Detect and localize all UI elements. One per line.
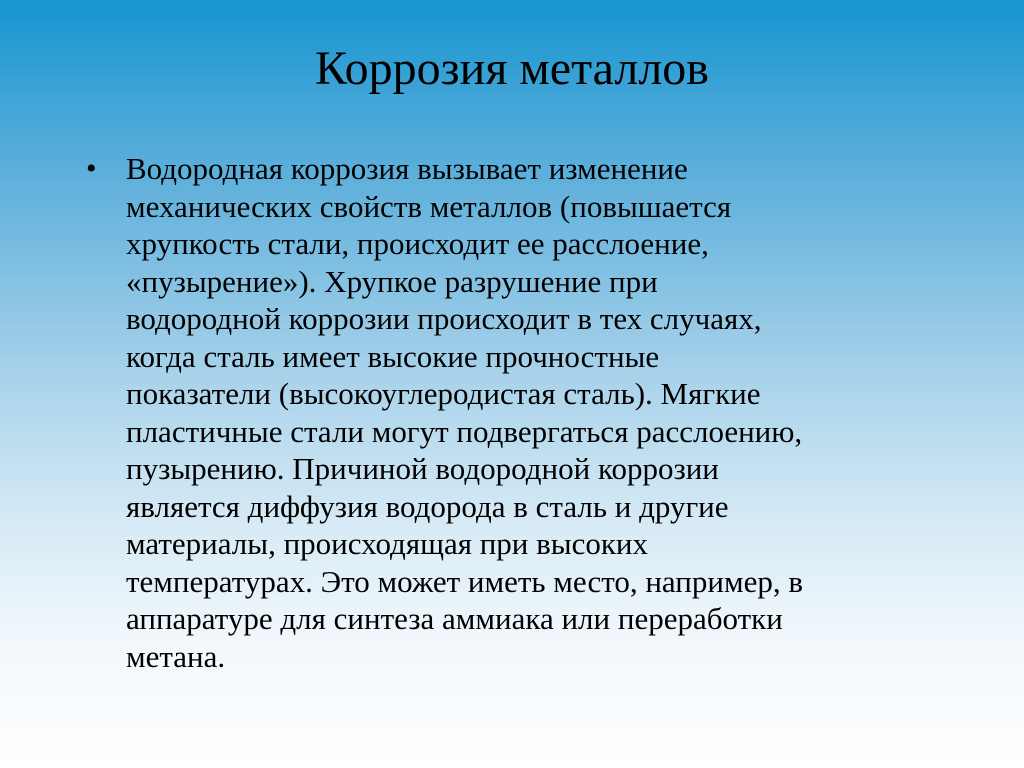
bullet-line: хрупкость стали, происходит ее расслоение,: [126, 226, 709, 261]
bullet-line: метана.: [126, 638, 226, 674]
bullet-line: пузырению. Причиной водородной коррозии: [126, 451, 719, 486]
bullet-line: является диффузия водорода в сталь и другие: [126, 488, 729, 524]
bullet-line: когда сталь имеет высокие прочностные: [126, 338, 660, 374]
bullet-line: пластичные стали могут подвергаться расслоению,: [126, 413, 803, 449]
bullet-line: температурах. Это может иметь место, например, в: [126, 563, 803, 599]
bullet-line: Водородная коррозия вызывает изменение: [126, 151, 688, 186]
bullet-dot-icon: •: [86, 152, 97, 185]
bullet-text: [126, 150, 938, 675]
bullet-item: [86, 150, 966, 675]
slide-title: Коррозия металлов: [315, 42, 709, 95]
bullet-line: показатели (высокоуглеродистая сталь). Мягкие: [126, 376, 761, 411]
bullet-line: водородной коррозии происходит в тех случаях,: [126, 301, 762, 336]
bullet-line: материалы, происходящая при высоких: [126, 526, 649, 561]
bullet-line: аппаратуре для синтеза аммиака или переработки: [126, 601, 783, 636]
bullet-line: механических свойств металлов (повышается: [126, 188, 732, 224]
bullet-line: «пузырение»). Хрупкое разрушение при: [126, 263, 658, 299]
